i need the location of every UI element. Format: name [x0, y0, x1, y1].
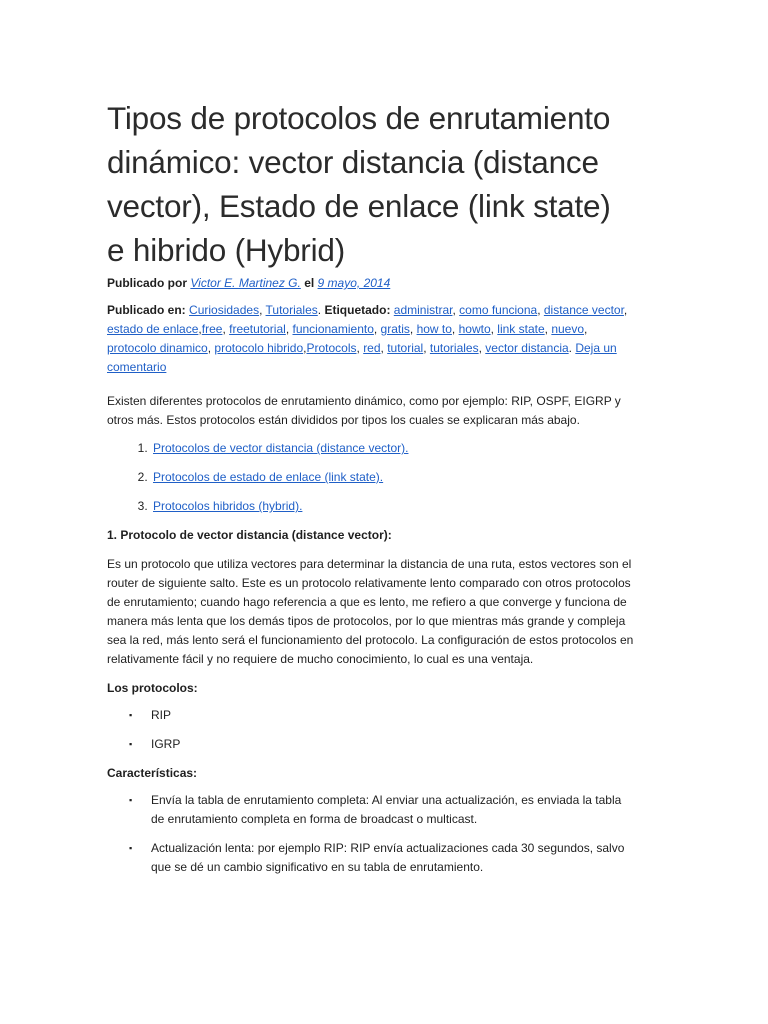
toc-link[interactable]: Protocolos hibridos (hybrid).	[153, 499, 303, 513]
comment-link[interactable]: Deja un comentario	[107, 341, 617, 374]
list-item-text: RIP	[151, 708, 172, 722]
toc-item	[151, 497, 634, 516]
category-link[interactable]: Tutoriales	[265, 303, 318, 317]
toc-link[interactable]: Protocolos de vector distancia (distance vector).	[153, 441, 409, 455]
tag-link[interactable]: protocolo hibrido	[214, 341, 304, 355]
tag-link[interactable]: protocolo dinamico	[107, 341, 208, 355]
tag-link[interactable]: freetutorial	[229, 322, 286, 336]
published-by-label: Publicado por	[107, 276, 188, 290]
tag-link[interactable]: funcionamiento	[292, 322, 374, 336]
list-item-text: IGRP	[151, 737, 181, 751]
list-item-text: Envía la tabla de enrutamiento completa: Al enviar una actualización, es enviada la tabla de enrutamiento completa en forma de broadcast o multicast.	[151, 793, 622, 826]
byline	[107, 274, 634, 293]
toc-list	[107, 439, 634, 516]
bullet-icon: ▪	[129, 795, 133, 805]
list-item	[129, 735, 634, 754]
tag-link[interactable]: como funciona	[459, 303, 538, 317]
tagged-label: Etiquetado:	[324, 303, 391, 317]
article-title: Tipos de protocolos de enrutamiento dinámico: vector distancia (distance vector), Estado de enlace (link state) e hibrido (Hybrid)	[107, 100, 611, 268]
protocols-list	[107, 706, 634, 754]
toc-item	[151, 439, 634, 458]
category-link[interactable]: Curiosidades	[189, 303, 260, 317]
protocols-heading: Los protocolos:	[107, 681, 198, 695]
tag-link[interactable]: tutorial	[387, 341, 424, 355]
toc-item	[151, 468, 634, 487]
tag-link[interactable]: Protocols	[306, 341, 357, 355]
tag-link[interactable]: nuevo	[551, 322, 585, 336]
tag-link[interactable]: free	[201, 322, 223, 336]
intro-paragraph: Existen diferentes protocolos de enrutamiento dinámico, como por ejemplo: RIP, OSPF, EIGRP y otros más. Estos protocolos están divididos por tipos los cuales se explicaran más abajo.	[107, 394, 621, 427]
list-item	[129, 706, 634, 725]
section-heading: 1. Protocolo de vector distancia (distance vector):	[107, 528, 392, 542]
section-body: Es un protocolo que utiliza vectores para determinar la distancia de una ruta, estos vectores son el router de siguiente salto. Este es un protocolo relativamente lento comparado con otros protocolos de enrutamiento; cuando hago referencia a que es lento, me refiero a que converge y funciona de manera más lenta que los demás tipos de protocolos, por lo que mientras más grande y compleja sea la red, más lento será el funcionamiento del protocolo. La configuración de estos protocolos en relativamente fácil y no requiere de mucho conocimiento, lo cual es una ventaja.	[107, 557, 634, 666]
tag-links: administrar, como funciona, distance vector, estado de enlace,free, freetutorial, funcionamiento, gratis, how to, howto, link state, nuevo, protocolo dinamico, protocolo hibrido,Protocols, red, tutorial, tutoriales, vector distancia. Deja un comentario	[107, 303, 628, 374]
features-heading: Características:	[107, 766, 198, 780]
tag-link[interactable]: vector distancia	[485, 341, 569, 355]
list-item	[129, 839, 634, 877]
tag-link[interactable]: distance vector	[543, 303, 624, 317]
tag-link[interactable]: tutoriales	[429, 341, 479, 355]
taxonomy	[107, 301, 634, 377]
date-on-label: el	[304, 276, 315, 290]
tag-link[interactable]: gratis	[380, 322, 410, 336]
author-link[interactable]: Victor E. Martinez G.	[190, 276, 301, 290]
tag-link[interactable]: how to	[416, 322, 452, 336]
tag-link[interactable]: link state	[497, 322, 545, 336]
tag-link[interactable]: administrar	[393, 303, 453, 317]
bullet-icon: ▪	[129, 843, 133, 853]
tag-link[interactable]: red	[363, 341, 381, 355]
features-list	[107, 791, 634, 877]
bullet-icon: ▪	[129, 710, 133, 720]
date-link[interactable]: 9 mayo, 2014	[317, 276, 391, 290]
tag-link[interactable]: howto	[458, 322, 491, 336]
list-item	[129, 791, 634, 829]
published-in-label: Publicado en:	[107, 303, 186, 317]
toc-link[interactable]: Protocolos de estado de enlace (link state).	[153, 470, 384, 484]
bullet-icon: ▪	[129, 739, 133, 749]
list-item-text: Actualización lenta: por ejemplo RIP: RIP envía actualizaciones cada 30 segundos, salvo que se dé un cambio significativo en su tabla de enrutamiento.	[151, 841, 625, 874]
category-links: Curiosidades, Tutoriales.	[189, 303, 325, 317]
tag-link[interactable]: estado de enlace	[107, 322, 199, 336]
